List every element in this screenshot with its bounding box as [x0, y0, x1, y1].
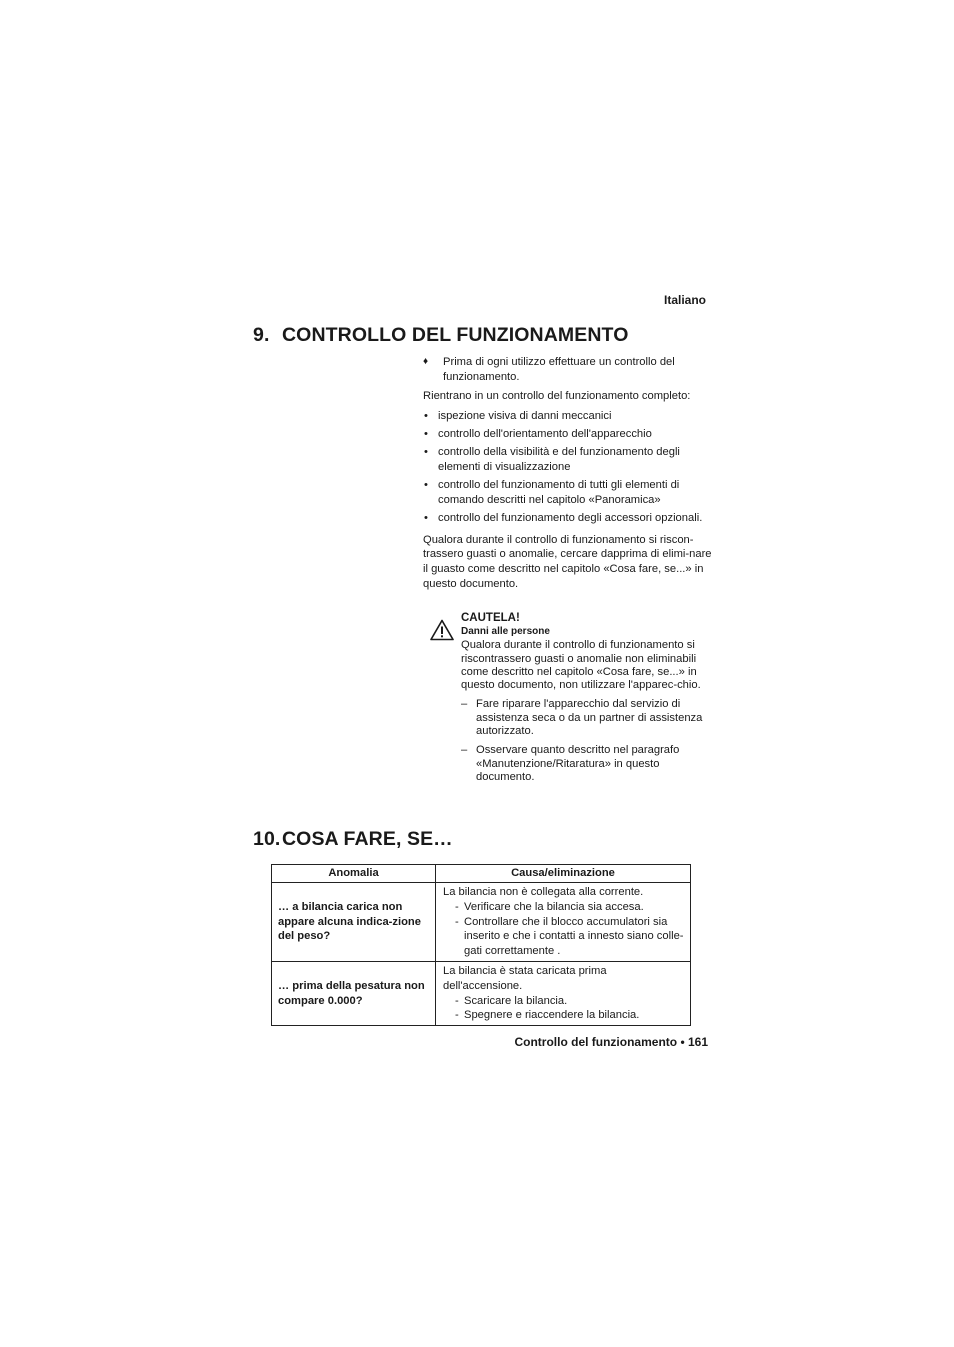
intro-text: Rientrano in un controllo del funzionamento completo: [423, 390, 691, 403]
header-anomaly: Anomalia [272, 865, 436, 883]
section-10-number: 10. [253, 828, 281, 850]
caution-subtitle: Danni alle persone [461, 626, 550, 638]
list-item [423, 427, 713, 442]
diamond-item [423, 355, 713, 384]
remedy-item [443, 994, 688, 1009]
list-item-text: ispezione visiva di danni meccanici [438, 410, 612, 423]
dash-icon: - [455, 915, 459, 928]
caution-list-item [461, 744, 711, 784]
section-9-title: CONTROLLO DEL FUNZIONAMENTO [282, 324, 629, 346]
dash-icon: – [461, 744, 468, 757]
bullet-icon: • [424, 479, 428, 492]
list-item-text: controllo della visibilità e del funzionamento degli elementi di visualizzazione [438, 446, 680, 473]
check-list [423, 409, 713, 525]
diamond-bullet-icon: ♦ [423, 356, 429, 367]
bullet-icon: • [424, 410, 428, 423]
section-9-body [423, 355, 713, 591]
remedy-item [443, 900, 688, 915]
dash-icon: - [455, 1009, 459, 1022]
bullet-icon: • [424, 446, 428, 459]
anomaly-cell: … a bilancia carica non appare alcuna indica-zione del peso? [272, 883, 436, 962]
table-row [272, 883, 691, 962]
caution-list-item [461, 698, 711, 738]
language-label: Italiano [663, 293, 706, 307]
remedy-text: Scaricare la bilancia. [464, 994, 568, 1007]
remedy-text: Controllare che il blocco accumulatori sia inserito e che i contatti a innesto siano colle-gati correttamente . [464, 915, 684, 958]
warning-triangle-icon [430, 619, 454, 641]
remedy-item [443, 915, 688, 959]
cause-cell [436, 883, 691, 962]
list-item [423, 511, 713, 526]
cause-text: La bilancia è stata caricata prima dell'accensione. [443, 965, 607, 992]
remedy-text: Verificare che la bilancia sia accesa. [464, 900, 644, 913]
list-item [423, 478, 713, 507]
list-item [423, 445, 713, 474]
remedy-item [443, 1008, 688, 1023]
section-9-heading [253, 324, 628, 347]
remedy-text: Spegnere e riaccendere la bilancia. [464, 1009, 640, 1022]
section-10-title: COSA FARE, SE… [282, 828, 453, 850]
page-footer: Controllo del funzionamento • 161 [514, 1035, 708, 1049]
cause-cell [436, 962, 691, 1026]
list-item [423, 409, 713, 424]
dash-icon: – [461, 698, 468, 711]
section-10-heading [253, 828, 453, 851]
instruction-paragraph: Qualora durante il controllo di funzionamento si riscon-trassero guasti o anomalie, cercare dapprima di elimi-nare il guasto come descritto nel capitolo «Cosa fare, se...» in questo documento. [423, 533, 712, 590]
bullet-icon: • [424, 511, 428, 524]
caution-content [461, 612, 711, 790]
troubleshooting-table [271, 864, 691, 1026]
list-item-text: controllo del funzionamento di tutti gli elementi di comando descritti nel capitolo «Panoramica» [438, 479, 680, 506]
list-item-text: controllo del funzionamento degli accessori opzionali. [438, 511, 703, 524]
bullet-icon: • [424, 428, 428, 441]
caution-item-text: Osservare quanto descritto nel paragrafo «Manutenzione/Ritaratura» in questo documento. [476, 744, 680, 783]
dash-icon: - [455, 900, 459, 913]
table-row [272, 962, 691, 1026]
table-header-row [272, 865, 691, 883]
caution-item-text: Fare riparare l'apparecchio dal servizio di assistenza seca o da un partner di assistenza autorizzato. [476, 698, 703, 738]
cause-text: La bilancia non è collegata alla corrente. [443, 886, 644, 898]
list-item-text: controllo dell'orientamento dell'apparecchio [438, 428, 652, 441]
caution-list [461, 698, 711, 784]
anomaly-cell: … prima della pesatura non compare 0.000? [272, 962, 436, 1026]
section-9-number: 9. [253, 324, 270, 346]
diamond-item-text: Prima di ogni utilizzo effettuare un controllo del funzionamento. [443, 356, 675, 383]
caution-text: Qualora durante il controllo di funzionamento si riscontrassero guasti o anomalie non eliminabili come descritto nel capitolo «Cosa fare, se...» in questo documento, non utilizzare l'apparec-chio. [461, 639, 701, 692]
caution-title: CAUTELA! [461, 612, 520, 624]
header-cause: Causa/eliminazione [436, 865, 691, 883]
dash-icon: - [455, 994, 459, 1007]
